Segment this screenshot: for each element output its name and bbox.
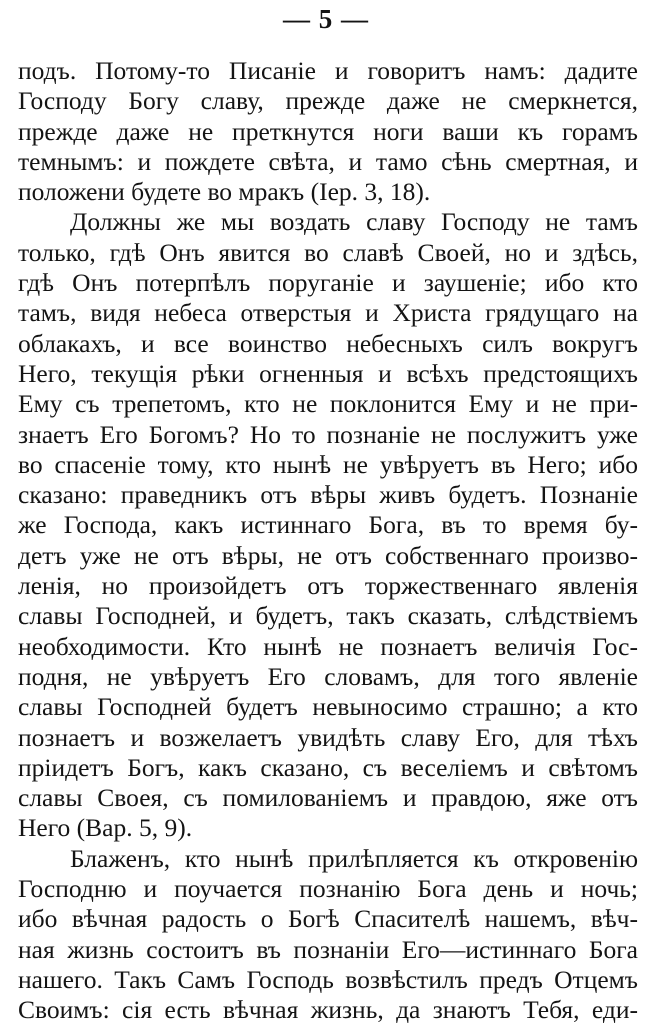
text-line: славы Господней, и будетъ, такъ сказать, слѣдствіемъ xyxy=(18,601,638,631)
text-line: славы Господней будетъ невыносимо страшно; а кто xyxy=(18,692,638,722)
text-line: ленія, но произойдетъ отъ торжественнаго явленія xyxy=(18,571,638,601)
text-line: необходимости. Кто нынѣ не познаетъ величія Гос- xyxy=(18,631,638,661)
text-line: прежде даже не преткнутся ноги ваши къ горамъ xyxy=(18,116,638,146)
text-line: Должны же мы воздать славу Господу не тамъ xyxy=(70,207,638,237)
text-line: Своимъ: сія есть вѣчная жизнь, да знаютъ Тебя, еди- xyxy=(18,995,638,1025)
text-line: Господню и поучается познанію Бога день и ночь; xyxy=(18,874,638,904)
text-line: знаетъ Его Богомъ? Но то познаніе не послужитъ уже xyxy=(18,419,638,449)
text-line: подня, не увѣруетъ Его словамъ, для того явленіе xyxy=(18,661,638,691)
text-line: нашего. Такъ Самъ Господь возвѣстилъ предъ Отцемъ xyxy=(18,964,638,994)
text-line: сказано: праведникъ отъ вѣры живъ будетъ. Познаніе xyxy=(18,480,638,510)
text-line: облакахъ, и все воинство небесныхъ силъ вокругъ xyxy=(18,328,638,358)
text-line: же Господа, какъ истиннаго Бога, въ то время бу- xyxy=(18,510,638,540)
page-number: — 5 — xyxy=(283,4,369,34)
paragraph-3 xyxy=(18,844,638,1026)
text-line: Него, текущія рѣки огненныя и всѣхъ предстоящихъ xyxy=(18,358,638,388)
text-line: познаетъ и возжелаетъ увидѣть славу Его, для тѣхъ xyxy=(18,722,638,752)
text-line: Господу Богу славу, прежде даже не смеркнется, xyxy=(18,86,638,116)
text-line: Ему съ трепетомъ, кто не поклонится Ему и не при- xyxy=(18,389,638,419)
text-line: тамъ, видя небеса отверстыя и Христа грядущаго на xyxy=(18,298,638,328)
text-line: славы Своея, съ помилованіемъ и правдою, яже отъ xyxy=(18,783,638,813)
text-line: детъ уже не отъ вѣры, не отъ собственнаго произво- xyxy=(18,540,638,570)
text-line: темнымъ: и пождете свѣта, и тамо сѣнь смертная, и xyxy=(18,146,638,176)
paragraph-2 xyxy=(18,207,638,843)
text-line: Блаженъ, кто нынѣ прилѣпляется къ откровенію xyxy=(70,843,638,873)
text-line: гдѣ Онъ потерпѣлъ поруганіе и заушеніе; ибо кто xyxy=(18,268,638,298)
paragraph-1 xyxy=(18,56,638,207)
text-line: подъ. Потому-то Писаніе и говоритъ намъ: дадите xyxy=(18,56,638,85)
text-line: ибо вѣчная радость о Богѣ Спасителѣ нашемъ, вѣч- xyxy=(18,904,638,934)
text-line: во спасеніе тому, кто нынѣ не увѣруетъ въ Него; ибо xyxy=(18,449,638,479)
text-line: Него (Вар. 5, 9). xyxy=(18,813,193,843)
text-line: пріидетъ Богъ, какъ сказано, съ веселіемъ и свѣтомъ xyxy=(18,752,638,782)
text-line: ная жизнь состоитъ въ познаніи Его—истиннаго Бога xyxy=(18,934,638,964)
text-line: положени будете во мракъ (Іер. 3, 18). xyxy=(18,177,431,207)
text-line: только, гдѣ Онъ явится во славѣ Своей, но и здѣсь, xyxy=(18,237,638,267)
body-text xyxy=(18,56,638,1026)
